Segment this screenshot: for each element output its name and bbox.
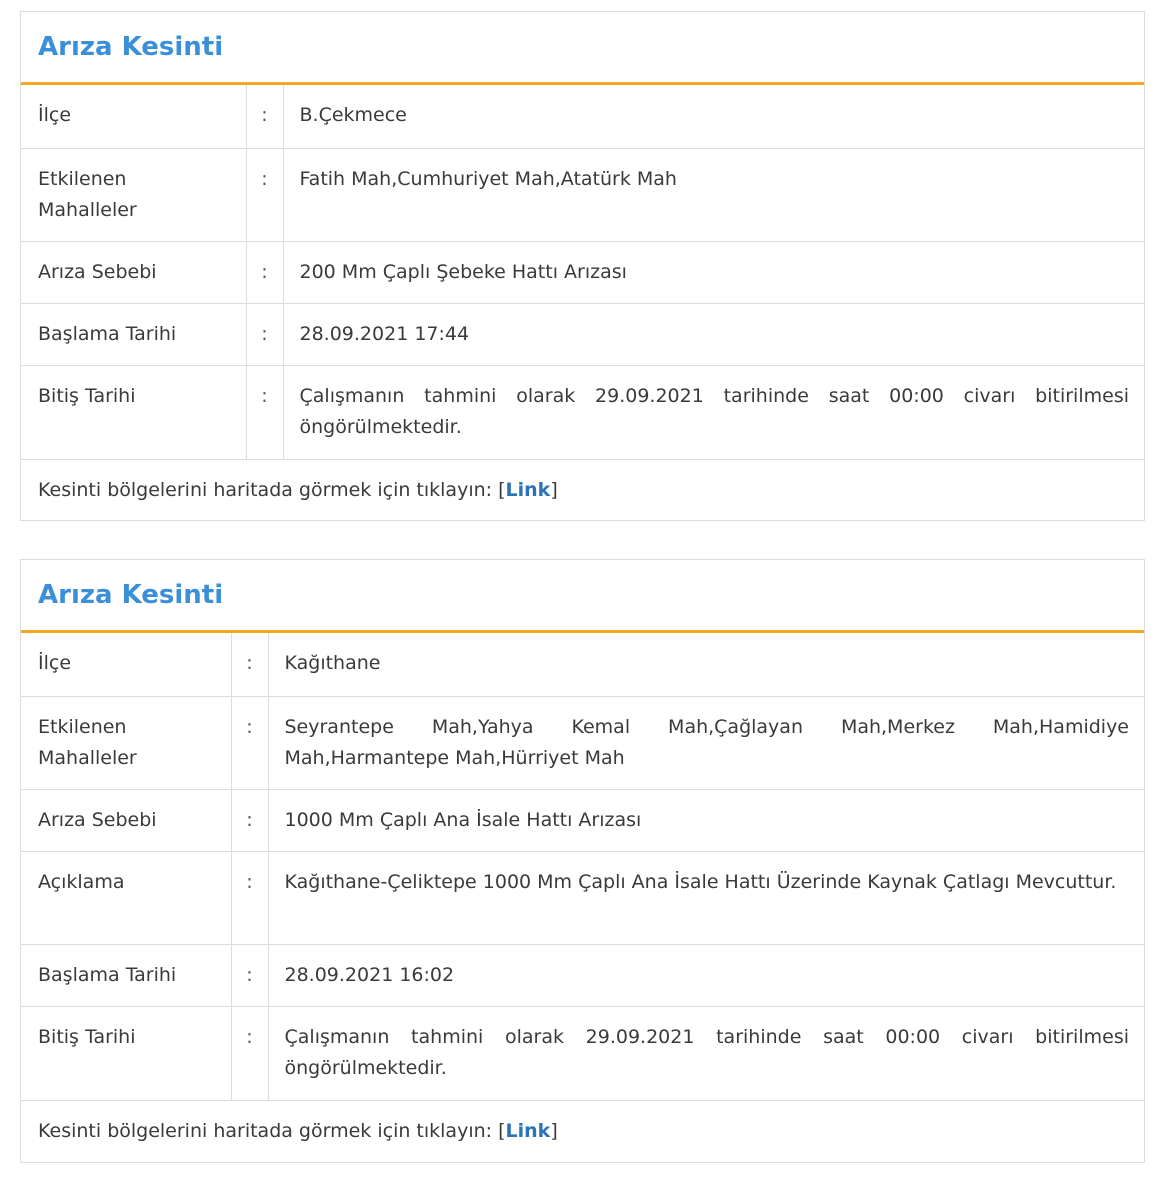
outage-info-table (21, 633, 1144, 1101)
row-affected-neighborhoods (21, 696, 1144, 789)
row-separator: : (246, 241, 283, 303)
outage-card-2 (20, 559, 1145, 1163)
row-description (21, 851, 1144, 944)
row-value: 28.09.2021 17:44 (283, 303, 1144, 365)
card-title: Arıza Kesinti (38, 580, 224, 610)
bracket-close: ] (550, 1119, 558, 1142)
bracket-open: [ (498, 1119, 506, 1142)
row-separator: : (246, 303, 283, 365)
row-value: Çalışmanın tahmini olarak 29.09.2021 tarihinde saat 00:00 civarı bitirilmesi öngörülmektedir. (283, 365, 1144, 459)
row-label: İlçe (21, 633, 231, 696)
footer-text: Kesinti bölgelerini haritada görmek için tıklayın: (38, 478, 499, 501)
row-value: 28.09.2021 16:02 (268, 944, 1144, 1006)
row-label: Arıza Sebebi (21, 241, 246, 303)
row-separator: : (231, 1006, 268, 1100)
footer-text: Kesinti bölgelerini haritada görmek için tıklayın: (38, 1119, 499, 1142)
row-end-date (21, 365, 1144, 459)
outage-card-1 (20, 11, 1145, 521)
row-fault-cause (21, 241, 1144, 303)
row-separator: : (231, 789, 268, 851)
map-link-footer (21, 1101, 1144, 1162)
card-header (21, 560, 1144, 633)
row-label: Bitiş Tarihi (21, 1006, 231, 1100)
row-value: 1000 Mm Çaplı Ana İsale Hattı Arızası (268, 789, 1144, 851)
card-header (21, 12, 1144, 85)
row-separator: : (231, 633, 268, 696)
row-label: Başlama Tarihi (21, 944, 231, 1006)
map-link-footer (21, 460, 1144, 521)
row-district (21, 85, 1144, 148)
row-separator: : (231, 696, 268, 789)
row-fault-cause (21, 789, 1144, 851)
row-label: Bitiş Tarihi (21, 365, 246, 459)
row-value: Çalışmanın tahmini olarak 29.09.2021 tarihinde saat 00:00 civarı bitirilmesi öngörülmektedir. (268, 1006, 1144, 1100)
row-separator: : (231, 851, 268, 944)
row-district (21, 633, 1144, 696)
row-label: Başlama Tarihi (21, 303, 246, 365)
row-separator: : (246, 148, 283, 241)
row-start-date (21, 944, 1144, 1006)
map-link[interactable]: Link (505, 1119, 551, 1142)
row-separator: : (231, 944, 268, 1006)
bracket-open: [ (498, 478, 506, 501)
row-label: Etkilenen Mahalleler (21, 148, 246, 241)
row-value: 200 Mm Çaplı Şebeke Hattı Arızası (283, 241, 1144, 303)
row-value: Seyrantepe Mah,Yahya Kemal Mah,Çağlayan Mah,Merkez Mah,Hamidiye Mah,Harmantepe Mah,Hürriyet Mah (268, 696, 1144, 789)
row-separator: : (246, 85, 283, 148)
card-title: Arıza Kesinti (38, 32, 224, 62)
row-value: B.Çekmece (283, 85, 1144, 148)
row-value: Kağıthane (268, 633, 1144, 696)
row-value: Kağıthane-Çeliktepe 1000 Mm Çaplı Ana İsale Hattı Üzerinde Kaynak Çatlagı Mevcuttur. (268, 851, 1144, 944)
row-label: Arıza Sebebi (21, 789, 231, 851)
row-end-date (21, 1006, 1144, 1100)
bracket-close: ] (550, 478, 558, 501)
row-start-date (21, 303, 1144, 365)
row-label: Etkilenen Mahalleler (21, 696, 231, 789)
row-affected-neighborhoods (21, 148, 1144, 241)
row-label: İlçe (21, 85, 246, 148)
outage-info-table (21, 85, 1144, 460)
row-label: Açıklama (21, 851, 231, 944)
row-value: Fatih Mah,Cumhuriyet Mah,Atatürk Mah (283, 148, 1144, 241)
map-link[interactable]: Link (505, 478, 551, 501)
row-separator: : (246, 365, 283, 459)
